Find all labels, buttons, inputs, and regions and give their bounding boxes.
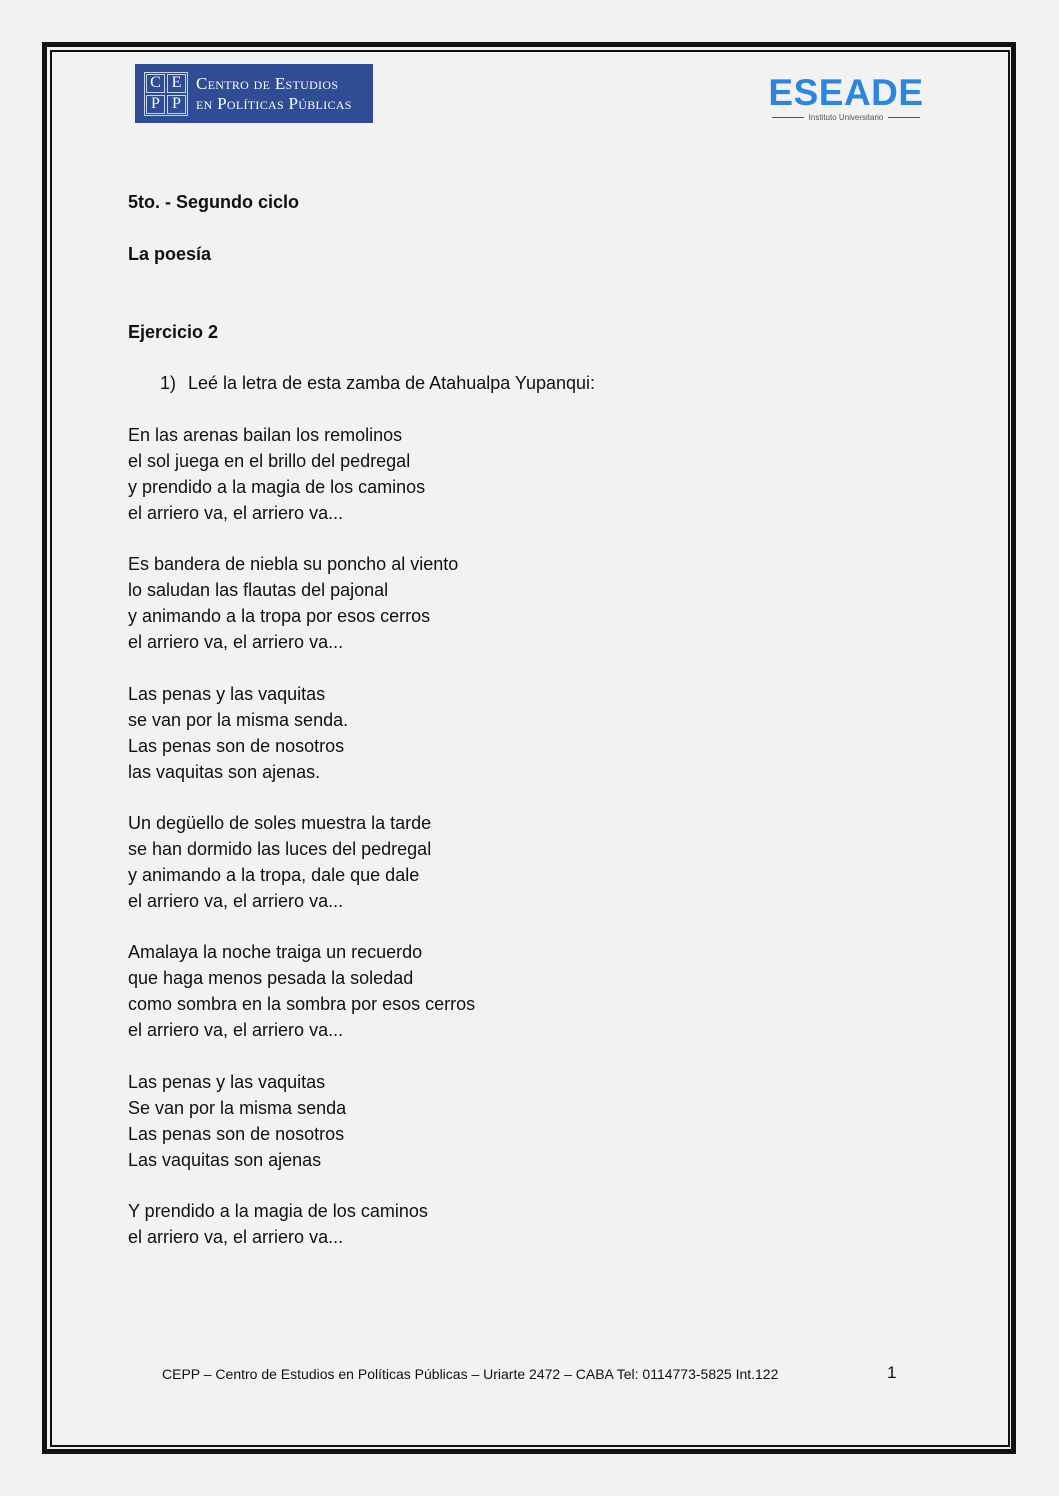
page-number: 1 — [887, 1363, 897, 1382]
topic-heading: La poesía — [128, 244, 212, 264]
poem-line: el arriero va, el arriero va... — [128, 1019, 344, 1040]
poem-line: Las vaquitas son ajenas — [128, 1149, 322, 1170]
instruction-item — [160, 371, 595, 397]
poem-line: En las arenas bailan los remolinos — [128, 425, 403, 445]
cepp-logo-line1: Centro de Estudios — [196, 73, 339, 93]
poem-line: Un degüello de soles muestra la tarde — [128, 813, 432, 833]
poem-stanza — [128, 1070, 346, 1174]
poem-line: Amalaya la noche traiga un recuerdo — [128, 942, 423, 962]
cepp-letter: E — [167, 74, 186, 93]
instruction-number: 1) — [160, 373, 177, 393]
poem-line: que haga menos pesada la soledad — [128, 967, 414, 988]
poem-stanza — [128, 682, 348, 786]
exercise-heading: Ejercicio 2 — [128, 322, 219, 342]
poem-stanza — [128, 552, 458, 656]
eseade-logo — [766, 74, 926, 124]
poem-line: y animando a la tropa, dale que dale — [128, 864, 420, 885]
instruction-text: Leé la letra de esta zamba de Atahualpa Yupanqui: — [188, 373, 596, 393]
poem-line: se han dormido las luces del pedregal — [128, 838, 432, 859]
eseade-logo-subtitle: Instituto Universitario — [808, 113, 884, 122]
cepp-letter: P — [167, 95, 186, 114]
poem-line: el sol juega en el brillo del pedregal — [128, 450, 411, 471]
poem-line: Se van por la misma senda — [128, 1097, 347, 1118]
poem-stanza — [128, 423, 425, 527]
poem-line: el arriero va, el arriero va... — [128, 1226, 344, 1247]
cepp-logo-line2: en Políticas Públicas — [196, 93, 352, 113]
cepp-letter: P — [146, 95, 165, 114]
poem-line: el arriero va, el arriero va... — [128, 890, 344, 911]
eseade-logo-subtitle-row — [766, 113, 926, 122]
poem-line: las vaquitas son ajenas. — [128, 761, 321, 782]
poem-line: Las penas son de nosotros — [128, 735, 345, 756]
grade-heading: 5to. - Segundo ciclo — [128, 192, 300, 212]
poem-line: el arriero va, el arriero va... — [128, 502, 344, 523]
poem-stanza — [128, 811, 431, 915]
page-footer: CEPP – Centro de Estudios en Políticas Públicas – Uriarte 2472 – CABA Tel: 0114773-5825 Int.122 — [162, 1366, 779, 1382]
cepp-logo — [135, 64, 373, 123]
poem-line: Y prendido a la magia de los caminos — [128, 1201, 428, 1221]
poem-stanza — [128, 1199, 428, 1251]
poem-line: y animando a la tropa por esos cerros — [128, 605, 431, 626]
cepp-letter: C — [146, 74, 165, 93]
cepp-logo-mark — [144, 72, 188, 116]
poem-line: Las penas y las vaquitas — [128, 684, 326, 704]
cepp-logo-text — [196, 74, 352, 114]
poem-stanza — [128, 940, 475, 1044]
poem-line: lo saludan las flautas del pajonal — [128, 579, 389, 600]
poem-line: Las penas y las vaquitas — [128, 1072, 326, 1092]
poem-line: Las penas son de nosotros — [128, 1123, 345, 1144]
poem-line: Es bandera de niebla su poncho al viento — [128, 554, 459, 574]
poem-line: y prendido a la magia de los caminos — [128, 476, 426, 497]
divider — [888, 117, 920, 118]
poem-line: como sombra en la sombra por esos cerros — [128, 993, 476, 1014]
poem-line: se van por la misma senda. — [128, 709, 349, 730]
poem-line: el arriero va, el arriero va... — [128, 631, 344, 652]
eseade-logo-word: ESEADE — [768, 72, 924, 113]
divider — [772, 117, 804, 118]
